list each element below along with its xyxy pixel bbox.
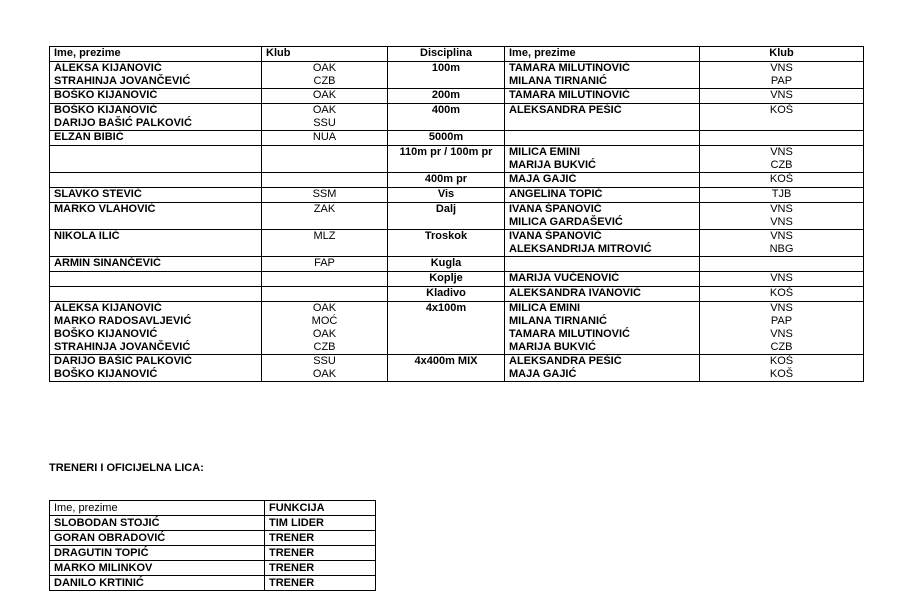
discipline-label: 200m	[431, 89, 461, 101]
women-names-line: MILICA EMINI	[509, 146, 581, 158]
table-row	[50, 287, 864, 302]
women-names-line: MARIJA BUKVIĆ	[509, 159, 596, 171]
women-clubs-cell	[700, 287, 864, 302]
men-clubs-cell	[262, 131, 388, 146]
women-names-line: ALEKSANDRA PEŠIĆ	[509, 104, 622, 116]
men-clubs-cell	[262, 188, 388, 203]
table-row	[50, 302, 864, 355]
women-names-cell	[505, 89, 700, 104]
table-row	[50, 203, 864, 230]
women-clubs-cell	[700, 257, 864, 272]
men-clubs-line: SSM	[312, 188, 337, 200]
team-roster-table	[49, 46, 864, 382]
discipline-cell	[388, 302, 505, 355]
men-names-cell	[50, 355, 262, 382]
men-clubs-cell	[262, 257, 388, 272]
staff-table	[49, 500, 376, 591]
women-names-line: TAMARA MILUTINOVIĆ	[509, 328, 630, 340]
men-clubs-cell	[262, 104, 388, 131]
women-names-cell	[505, 188, 700, 203]
men-names-line: MARKO RADOSAVLJEVIĆ	[54, 315, 192, 327]
staff-row	[50, 516, 376, 531]
discipline-label: Koplje	[429, 272, 463, 284]
men-clubs-line: ZAK	[313, 203, 336, 215]
women-clubs-line: VNS	[770, 203, 793, 215]
men-clubs-cell	[262, 203, 388, 230]
staff-row	[50, 561, 376, 576]
staff-row	[50, 546, 376, 561]
women-clubs-line: VNS	[770, 302, 793, 314]
men-names-cell	[50, 188, 262, 203]
men-clubs-line: SSU	[313, 355, 336, 367]
table-row	[50, 89, 864, 104]
men-clubs-line: SSU	[313, 117, 336, 129]
men-clubs-line: OAK	[312, 62, 337, 74]
women-clubs-line: KOŠ	[769, 287, 794, 299]
discipline-cell	[388, 188, 505, 203]
women-clubs-cell	[700, 104, 864, 131]
staff-header-function: FUNKCIJA	[265, 501, 376, 516]
women-clubs-line: PAP	[770, 315, 793, 327]
discipline-cell	[388, 257, 505, 272]
staff-header-name: Ime, prezime	[50, 501, 265, 516]
header-name-left: Ime, prezime	[50, 47, 262, 62]
women-names-line: ALEKSANDRA PEŠIĆ	[509, 355, 622, 367]
women-clubs-line: KOŠ	[769, 368, 794, 380]
women-clubs-line: VNS	[770, 89, 793, 101]
table-row	[50, 230, 864, 257]
women-names-line: MILICA GARDAŠEVIĆ	[509, 216, 623, 228]
staff-function-cell: TRENER	[265, 561, 376, 576]
women-names-cell	[505, 173, 700, 188]
discipline-label: Troskok	[424, 230, 468, 242]
table-row	[50, 62, 864, 89]
women-names-line: IVANA ŠPANOVIĆ	[509, 230, 602, 242]
men-names-cell	[50, 203, 262, 230]
discipline-label: Kugla	[430, 257, 462, 269]
women-names-cell	[505, 230, 700, 257]
men-names-line: BOŠKO KIJANOVIĆ	[54, 368, 158, 380]
discipline-label: Vis	[437, 188, 455, 200]
men-clubs-cell	[262, 355, 388, 382]
header-club-left: Klub	[262, 47, 388, 62]
discipline-cell	[388, 104, 505, 131]
women-clubs-line: KOŠ	[769, 173, 794, 185]
staff-function-cell: TIM LIDER	[265, 516, 376, 531]
women-clubs-cell	[700, 173, 864, 188]
men-names-line: STRAHINJA JOVANČEVIĆ	[54, 341, 191, 353]
men-names-line: NIKOLA ILIĆ	[54, 230, 120, 242]
women-names-line: MARIJA BUKVIĆ	[509, 341, 596, 353]
men-clubs-cell	[262, 287, 388, 302]
discipline-label: 5000m	[428, 131, 464, 143]
staff-name-cell: GORAN OBRADOVIĆ	[50, 531, 265, 546]
men-names-line: ELZAN BIBIĆ	[54, 131, 124, 143]
staff-row	[50, 531, 376, 546]
men-clubs-cell	[262, 302, 388, 355]
men-names-cell	[50, 302, 262, 355]
women-clubs-cell	[700, 62, 864, 89]
men-names-cell	[50, 173, 262, 188]
staff-function-cell: TRENER	[265, 546, 376, 561]
women-names-cell	[505, 131, 700, 146]
women-clubs-cell	[700, 302, 864, 355]
women-names-line: ALEKSANDRIJA MITROVIĆ	[509, 243, 652, 255]
women-names-line: MAJA GAJIĆ	[509, 368, 577, 380]
women-clubs-line: VNS	[770, 216, 793, 228]
women-names-line: MARIJA VUČENOVIĆ	[509, 272, 620, 284]
men-clubs-line: MLZ	[313, 230, 336, 242]
women-names-line: TAMARA MILUTINOVIĆ	[509, 62, 630, 74]
women-clubs-line: CZB	[770, 341, 793, 353]
discipline-label: 100m	[431, 62, 461, 74]
staff-name-cell: SLOBODAN STOJIĆ	[50, 516, 265, 531]
staff-header-row	[50, 501, 376, 516]
men-names-line: ALEKSA KIJANOVIĆ	[54, 302, 162, 314]
men-clubs-cell	[262, 146, 388, 173]
men-names-line: STRAHINJA JOVANČEVIĆ	[54, 75, 191, 87]
women-clubs-cell	[700, 203, 864, 230]
men-names-line: DARIJO BAŠIĆ PALKOVIĆ	[54, 117, 192, 129]
men-clubs-line: NUA	[312, 131, 337, 143]
women-names-line: MAJA GAJIĆ	[509, 173, 577, 185]
men-names-line: DARIJO BAŠIĆ PALKOVIĆ	[54, 355, 192, 367]
discipline-label: 4x400m MIX	[414, 355, 478, 367]
discipline-label: 400m pr	[424, 173, 468, 185]
women-names-cell	[505, 146, 700, 173]
women-clubs-line: NBG	[769, 243, 794, 255]
women-clubs-line: VNS	[770, 230, 793, 242]
women-names-line: TAMARA MILUTINOVIĆ	[509, 89, 630, 101]
women-clubs-cell	[700, 89, 864, 104]
men-names-line: BOŠKO KIJANOVIĆ	[54, 328, 158, 340]
women-names-line: IVANA ŠPANOVIĆ	[509, 203, 602, 215]
women-clubs-cell	[700, 188, 864, 203]
women-names-cell	[505, 355, 700, 382]
table-row	[50, 257, 864, 272]
men-clubs-cell	[262, 230, 388, 257]
women-clubs-line: VNS	[770, 272, 793, 284]
men-clubs-line: OAK	[312, 89, 337, 101]
discipline-cell	[388, 272, 505, 287]
women-clubs-line: TJB	[771, 188, 792, 200]
women-names-cell	[505, 287, 700, 302]
men-clubs-line: OAK	[312, 104, 337, 116]
women-names-cell	[505, 62, 700, 89]
women-names-cell	[505, 104, 700, 131]
men-names-cell	[50, 146, 262, 173]
women-names-cell	[505, 257, 700, 272]
table-row	[50, 104, 864, 131]
discipline-label: 400m	[431, 104, 461, 116]
men-names-line: ARMIN SINANČEVIĆ	[54, 257, 161, 269]
women-clubs-cell	[700, 146, 864, 173]
men-clubs-line: MOĆ	[311, 315, 338, 327]
men-clubs-cell	[262, 62, 388, 89]
women-clubs-cell	[700, 355, 864, 382]
discipline-label: 4x100m	[425, 302, 467, 314]
women-names-cell	[505, 272, 700, 287]
men-names-cell	[50, 89, 262, 104]
women-clubs-cell	[700, 230, 864, 257]
men-names-line: BOŠKO KIJANOVIĆ	[54, 89, 158, 101]
men-names-line: ALEKSA KIJANOVIĆ	[54, 62, 162, 74]
women-clubs-line: VNS	[770, 146, 793, 158]
staff-name-cell: DRAGUTIN TOPIĆ	[50, 546, 265, 561]
staff-name-cell: MARKO MILINKOV	[50, 561, 265, 576]
staff-name-cell: DANILO KRTINIĆ	[50, 576, 265, 591]
staff-section-title: TRENERI I OFICIJELNA LICA:	[49, 462, 204, 474]
men-names-cell	[50, 230, 262, 257]
women-clubs-line: KOŠ	[769, 355, 794, 367]
discipline-cell	[388, 287, 505, 302]
staff-function-cell: TRENER	[265, 531, 376, 546]
men-clubs-cell	[262, 89, 388, 104]
discipline-cell	[388, 230, 505, 257]
women-names-cell	[505, 203, 700, 230]
women-names-line: ALEKSANDRA IVANOVIĆ	[509, 287, 642, 299]
discipline-label: Dalj	[435, 203, 457, 215]
table-row	[50, 131, 864, 146]
men-clubs-line: CZB	[313, 341, 336, 353]
men-names-cell	[50, 62, 262, 89]
women-clubs-line: VNS	[770, 328, 793, 340]
men-clubs-line: OAK	[312, 328, 337, 340]
table-row	[50, 272, 864, 287]
women-names-cell	[505, 302, 700, 355]
header-club-right: Klub	[700, 47, 864, 62]
staff-row	[50, 576, 376, 591]
men-names-cell	[50, 131, 262, 146]
staff-function-cell: TRENER	[265, 576, 376, 591]
discipline-cell	[388, 355, 505, 382]
header-discipline: Disciplina	[388, 47, 505, 62]
men-names-cell	[50, 257, 262, 272]
women-clubs-cell	[700, 272, 864, 287]
table-row	[50, 146, 864, 173]
men-names-line: SLAVKO STEVIĆ	[54, 188, 142, 200]
table-row	[50, 173, 864, 188]
women-names-line: MILICA EMINI	[509, 302, 581, 314]
discipline-cell	[388, 131, 505, 146]
men-names-line: MARKO VLAHOVIĆ	[54, 203, 156, 215]
men-clubs-line: FAP	[314, 257, 335, 269]
men-clubs-line: OAK	[312, 368, 337, 380]
women-clubs-line: VNS	[770, 62, 793, 74]
women-clubs-cell	[700, 131, 864, 146]
discipline-cell	[388, 203, 505, 230]
discipline-cell	[388, 146, 505, 173]
men-clubs-cell	[262, 272, 388, 287]
discipline-cell	[388, 89, 505, 104]
men-names-cell	[50, 272, 262, 287]
men-names-line: BOŠKO KIJANOVIĆ	[54, 104, 158, 116]
discipline-cell	[388, 62, 505, 89]
women-clubs-line: KOŠ	[769, 104, 794, 116]
table-header-row	[50, 47, 864, 62]
men-clubs-line: CZB	[313, 75, 336, 87]
women-clubs-line: CZB	[770, 159, 793, 171]
men-clubs-cell	[262, 173, 388, 188]
men-names-cell	[50, 287, 262, 302]
header-name-right: Ime, prezime	[505, 47, 700, 62]
women-names-line: MILANA TIRNANIĆ	[509, 75, 607, 87]
women-clubs-line: PAP	[770, 75, 793, 87]
men-names-cell	[50, 104, 262, 131]
women-names-line: ANGELINA TOPIĆ	[509, 188, 603, 200]
women-names-line: MILANA TIRNANIĆ	[509, 315, 607, 327]
discipline-label: Kladivo	[426, 287, 466, 299]
discipline-label: 110m pr / 100m pr	[399, 146, 493, 158]
discipline-cell	[388, 173, 505, 188]
table-row	[50, 188, 864, 203]
table-row	[50, 355, 864, 382]
men-clubs-line: OAK	[312, 302, 337, 314]
